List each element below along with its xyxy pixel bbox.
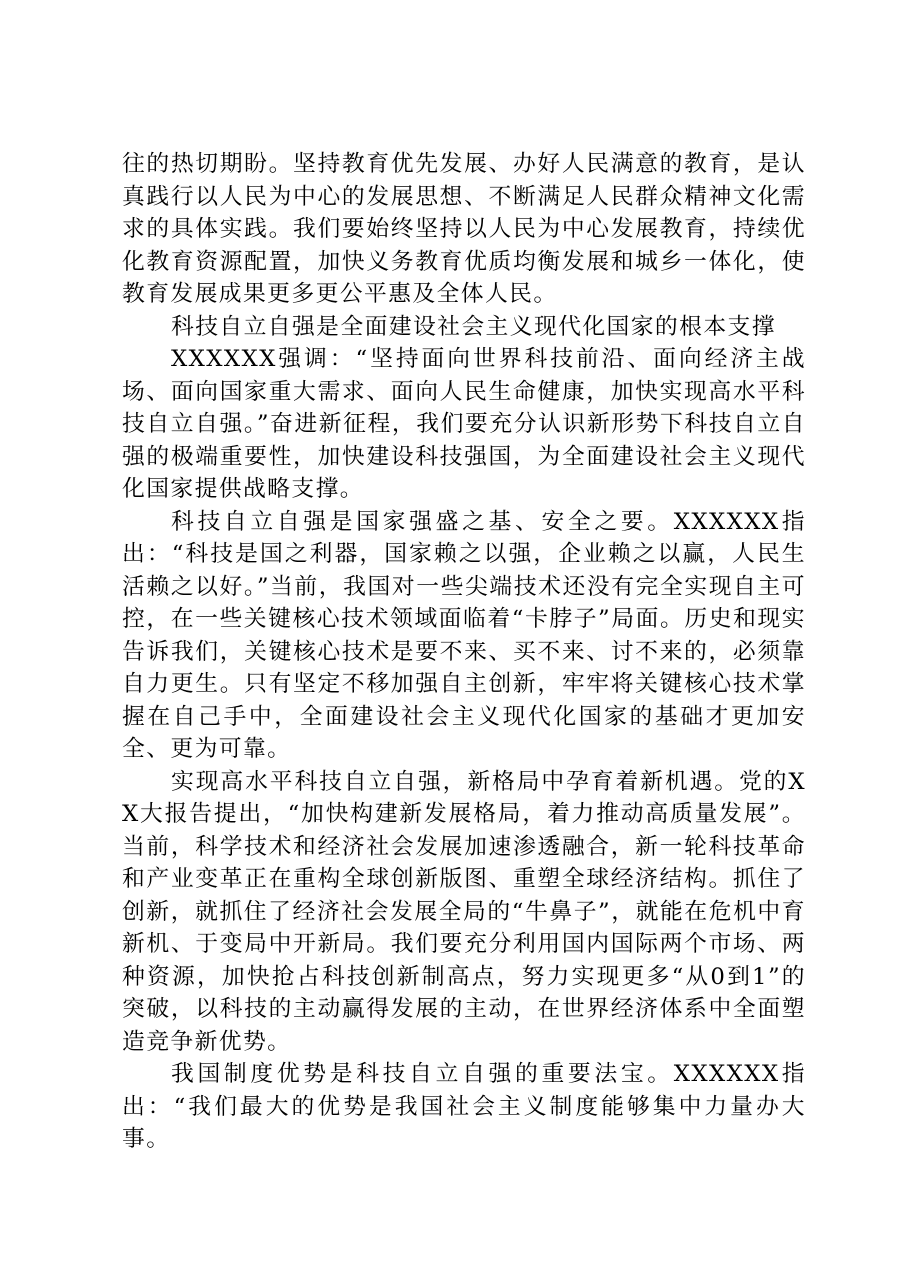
paragraph: 实现高水平科技自立自强，新格局中孕育着新机遇。党的XX大报告提出，“加快构建新发展格局，着力推动高质量发展”。当前，科学技术和经济社会发展加速渗透融合，新一轮科技革命和产业变革正在重构全球创新版图、重塑全球经济结构。抓住了创新，就抓住了经济社会发展全局的“牛鼻子”，就能在危机中育新机、于变局中开新局。我们要充分利用国内国际两个市场、两种资源，加快抢占科技创新制高点，努力实现更多“从0到1”的突破，以科技的主动赢得发展的主动，在世界经济体系中全面塑造竞争新优势。: [122, 768, 806, 1055]
paragraph: 科技自立自强是国家强盛之基、安全之要。XXXXXX指出：“科技是国之利器，国家赖之以强，企业赖之以赢，人民生活赖之以好。”当前，我国对一些尖端技术还没有完全实现自主可控，在一些关键核心技术领域面临着“卡脖子”局面。历史和现实告诉我们，关键核心技术是要不来、买不来、讨不来的，必须靠自力更生。只有坚定不移加强自主创新，牢牢将关键核心技术掌握在自己手中，全面建设社会主义现代化国家的基础才更加安全、更为可靠。: [122, 508, 806, 762]
section-heading: 科技自立自强是全面建设社会主义现代化国家的根本支撑: [171, 313, 776, 340]
paragraph: XXXXXX强调：“坚持面向世界科技前沿、面向经济主战场、面向国家重大需求、面向人民生命健康，加快实现高水平科技自立自强。”奋进新征程，我们要充分认识新形势下科技自立自强的极端重要性，加快建设科技强国，为全面建设社会主义现代化国家提供战略支撑。: [122, 346, 806, 502]
paragraph: 我国制度优势是科技自立自强的重要法宝。XXXXXX指出：“我们最大的优势是我国社会主义制度能够集中力量办大事。: [122, 1061, 806, 1152]
document-page: [122, 148, 806, 1156]
paragraph-continuation: 往的热切期盼。坚持教育优先发展、办好人民满意的教育，是认真践行以人民为中心的发展思想、不断满足人民群众精神文化需求的具体实践。我们要始终坚持以人民为中心发展教育，持续优化教育资源配置，加快义务教育优质均衡发展和城乡一体化，使教育发展成果更多更公平惠及全体人民。: [122, 151, 806, 307]
